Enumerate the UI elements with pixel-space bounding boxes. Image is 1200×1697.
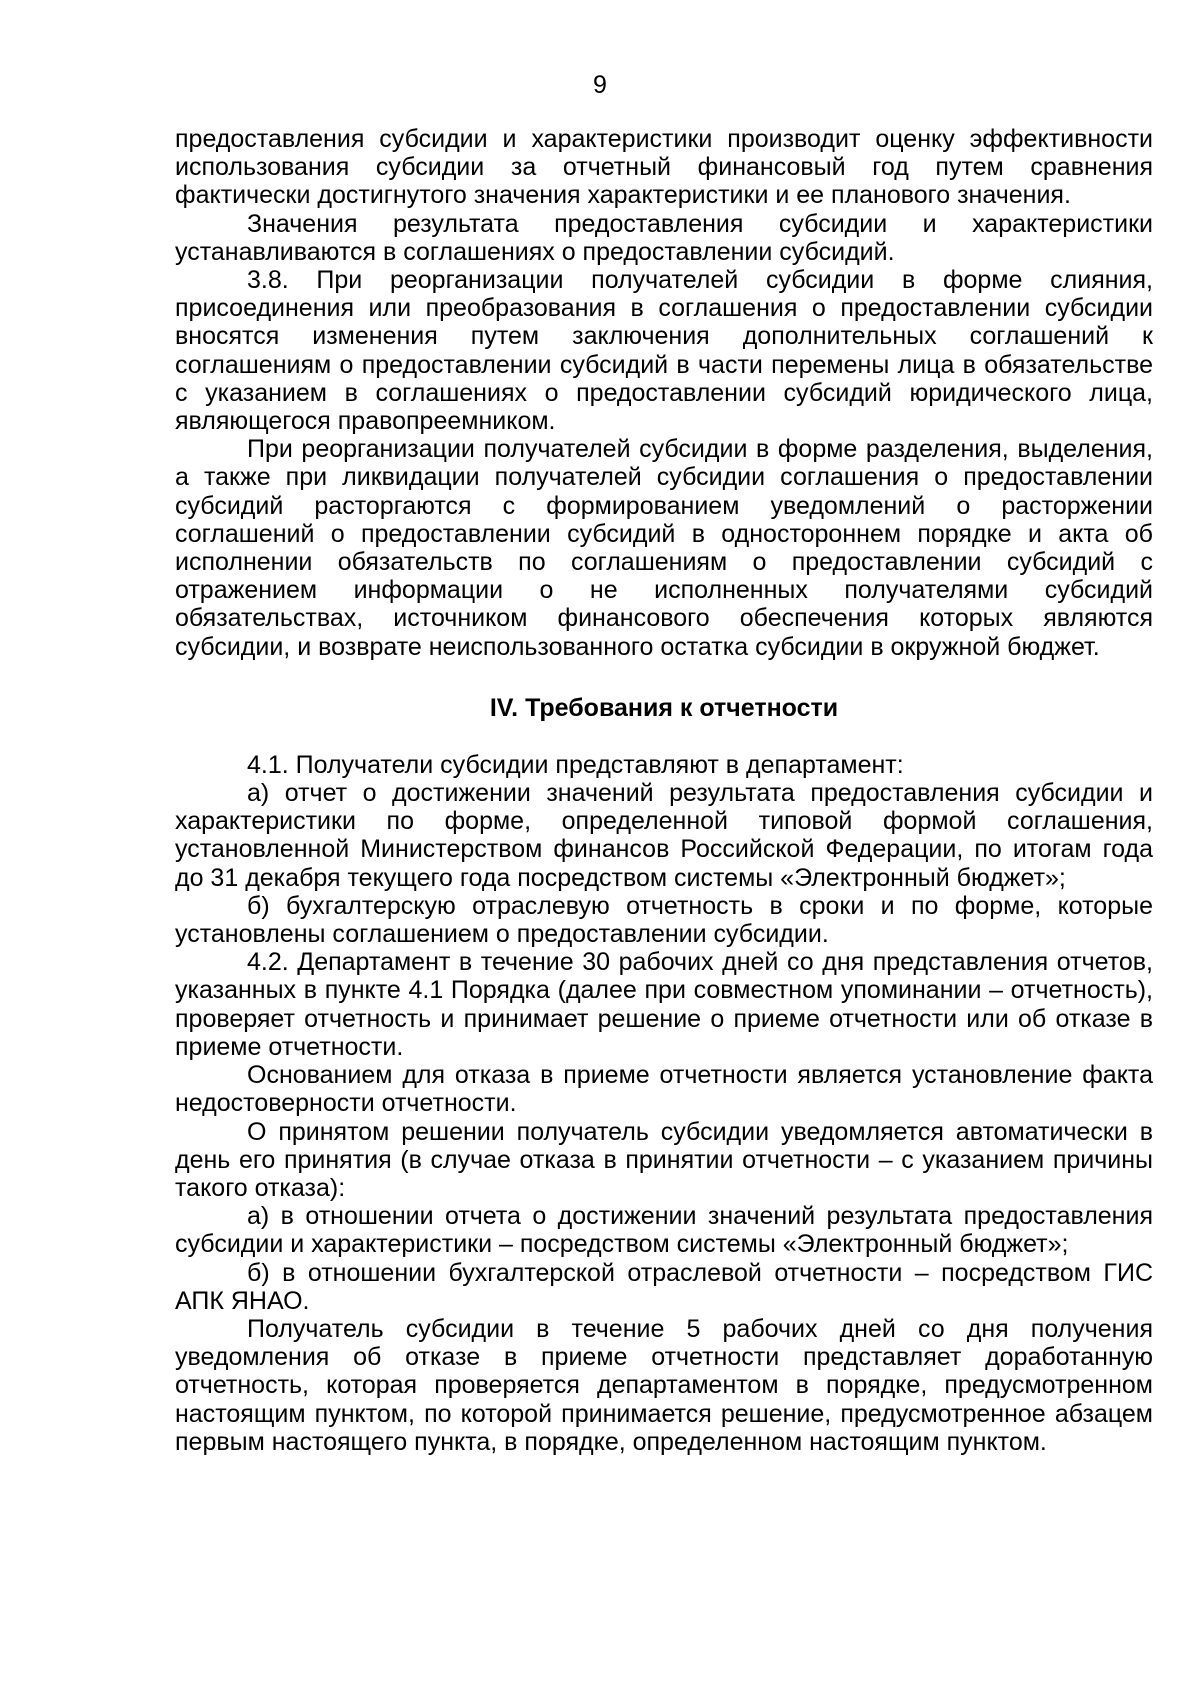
paragraph-4-1: 4.1. Получатели субсидии представляют в департамент: (247, 750, 904, 779)
paragraph-4-2-a: а) в отношении отчета о достижении значений результата предоставления субсидии и характеристики – посредством системы «Электронный бюджет»; (175, 1202, 1153, 1259)
paragraph-3-8-division: При реорганизации получателей субсидии в форме разделения, выделения, а также при ликвидации получателей субсидии соглашения о предоставлении субсидий расторгаются с формированием уведомлений о расторжении соглашений о предоставлении субсидий в одностороннем порядке и акта об исполнении обязательств по соглашениям о предоставлении субсидий с отражением информации о не исполненных получателями субсидий обязательствах, источником финансового обеспечения которых являются субсидии, и возврате неиспользованного остатка субсидии в окружной бюджет. (175, 435, 1153, 661)
paragraph-4-2-notification: О принятом решении получатель субсидии уведомляется автоматически в день его принятия (в случае отказа в принятии отчетности – с указанием причины такого отказа): (175, 1117, 1153, 1202)
paragraph-4-2-refusal-basis: Основанием для отказа в приеме отчетности является установление факта недостоверности отчетности. (175, 1061, 1153, 1118)
paragraph-3-7-continuation: предоставления субсидии и характеристики производит оценку эффективности использования субсидии за отчетный финансовый год путем сравнения фактически достигнутого значения характеристики и ее планового значения. (175, 125, 1153, 210)
paragraph-4-2: 4.2. Департамент в течение 30 рабочих дней со дня представления отчетов, указанных в пункте 4.1 Порядка (далее при совместном упоминании – отчетность), проверяет отчетность и принимает решение о приеме отчетности или об отказе в приеме отчетности. (175, 948, 1153, 1061)
paragraph-3-8: 3.8. При реорганизации получателей субсидии в форме слияния, присоединения или преобразования в соглашения о предоставлении субсидии вносятся изменения путем заключения дополнительных соглашений к соглашениям о предоставлении субсидий в части перемены лица в обязательстве с указанием в соглашениях о предоставлении субсидий юридического лица, являющегося правопреемником. (175, 266, 1153, 436)
section-heading: IV. Требования к отчетности (489, 693, 839, 722)
document-body (175, 125, 1153, 1456)
paragraph-4-2-resubmission: Получатель субсидии в течение 5 рабочих дней со дня получения уведомления об отказе в приеме отчетности представляет доработанную отчетность, которая проверяется департаментом в порядке, предусмотренном настоящим пунктом, по которой принимается решение, предусмотренное абзацем первым настоящего пункта, в порядке, определенном настоящим пунктом. (175, 1314, 1153, 1456)
paragraph-4-1-a: а) отчет о достижении значений результата предоставления субсидии и характеристики по форме, определенной типовой формой соглашения, установленной Министерством финансов Российской Федерации, по итогам года до 31 декабря текущего года посредством системы «Электронный бюджет»; (175, 779, 1153, 892)
paragraph-3-7-values: Значения результата предоставления субсидии и характеристики устанавливаются в соглашениях о предоставлении субсидий. (175, 209, 1153, 266)
page-number: 9 (593, 71, 607, 99)
paragraph-4-2-b: б) в отношении бухгалтерской отраслевой отчетности – посредством ГИС АПК ЯНАО. (175, 1258, 1153, 1315)
paragraph-4-1-b: б) бухгалтерскую отраслевую отчетность в сроки и по форме, которые установлены соглашением о предоставлении субсидии. (175, 891, 1153, 949)
